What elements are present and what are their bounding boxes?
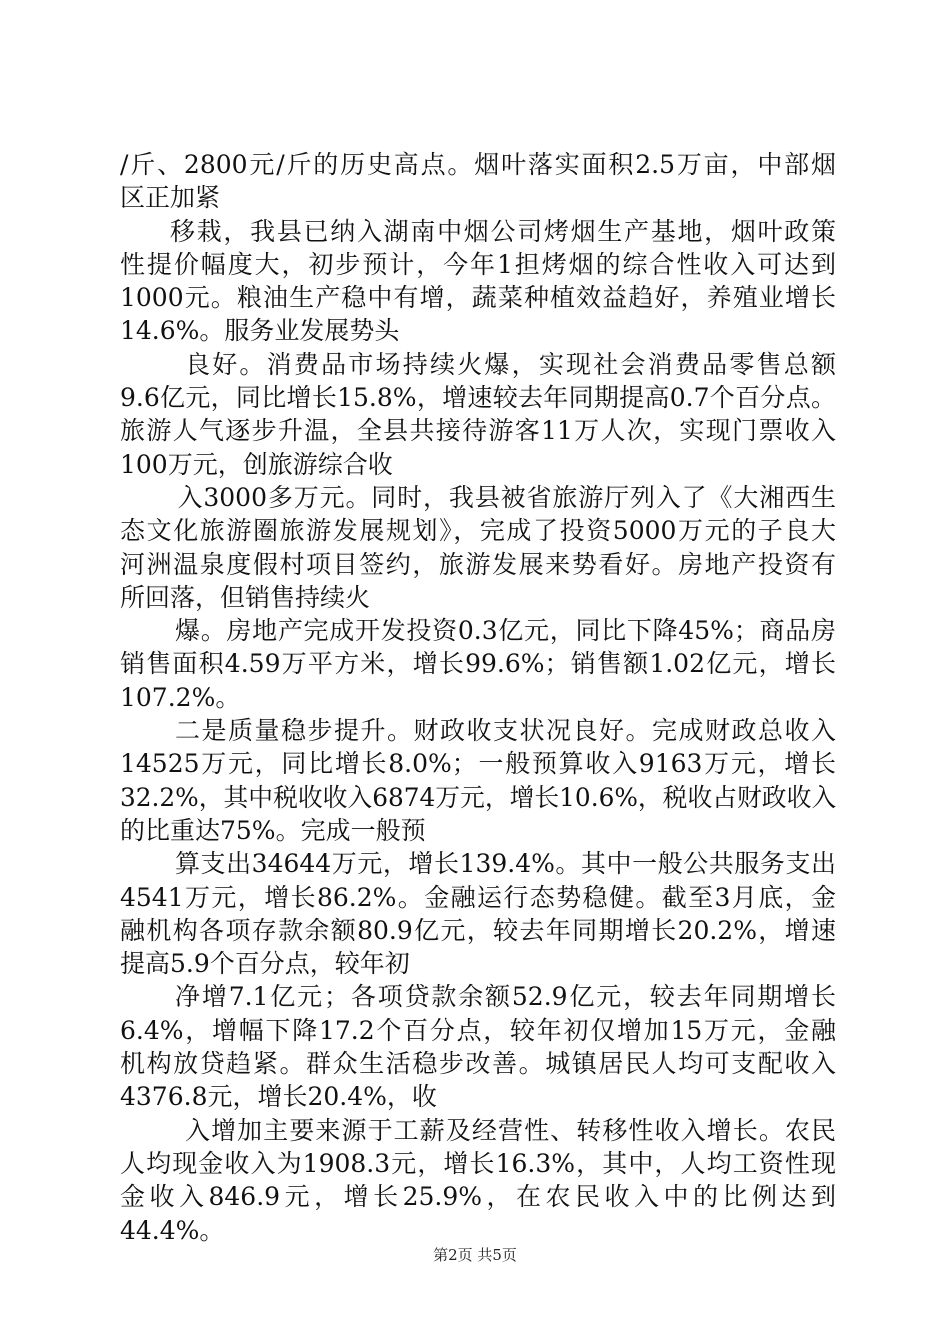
text-line: 河洲温泉度假村项目签约，旅游发展来势看好。房地产投资有 xyxy=(120,549,836,579)
text-line: 6.4%，增幅下降17.2个百分点，较年初仅增加15万元，金融 xyxy=(120,1015,836,1045)
text-line: 净增7.1亿元；各项贷款余额52.9亿元，较去年同期增长 xyxy=(175,982,836,1012)
text-line: 融机构各项存款余额80.9亿元，较去年同期增长20.2%，增速 xyxy=(120,915,836,945)
text-line: 44.4%。 xyxy=(120,1215,225,1245)
text-line: 移栽，我县已纳入湖南中烟公司烤烟生产基地，烟叶政策 xyxy=(170,216,836,246)
text-line: 态文化旅游圈旅游发展规划》，完成了投资5000万元的子良大 xyxy=(120,516,836,546)
text-line: 1000元。粮油生产稳中有增，蔬菜种植效益趋好，养殖业增长 xyxy=(120,283,836,313)
text-line: 旅游人气逐步升温，全县共接待游客11万人次，实现门票收入 xyxy=(120,416,836,446)
text-line: 良好。消费品市场持续火爆，实现社会消费品零售总额 xyxy=(185,349,836,379)
text-line: 14525万元，同比增长8.0%；一般预算收入9163万元，增长 xyxy=(120,749,836,779)
text-line: 人均现金收入为1908.3元，增长16.3%，其中，人均工资性现 xyxy=(120,1148,836,1178)
text-line: 机构放贷趋紧。群众生活稳步改善。城镇居民人均可支配收入 xyxy=(120,1049,836,1079)
text-line: 100万元，创旅游综合收 xyxy=(120,449,393,479)
text-line: /斤、2800元/斤的历史高点。烟叶落实面积2.5万亩，中部烟 xyxy=(120,150,836,179)
text-line: 的比重达75%。完成一般预 xyxy=(120,815,426,845)
text-line: 提高5.9个百分点，较年初 xyxy=(120,949,410,979)
text-line: 算支出34644万元，增长139.4%。其中一般公共服务支出 xyxy=(175,849,836,879)
text-line: 入3000多万元。同时，我县被省旅游厅列入了《大湘西生 xyxy=(177,482,836,512)
text-line: 107.2%。 xyxy=(120,682,241,712)
text-line: 所回落，但销售持续火 xyxy=(120,582,371,612)
text-line: 性提价幅度大，初步预计，今年1担烤烟的综合性收入可达到 xyxy=(120,249,836,279)
text-line: 二是质量稳步提升。财政收支状况良好。完成财政总收入 xyxy=(175,716,836,746)
text-line: 入增加主要来源于工薪及经营性、转移性收入增长。农民 xyxy=(185,1115,836,1145)
text-line: 金收入846.9元，增长25.9%，在农民收入中的比例达到 xyxy=(120,1182,836,1212)
text-line: 4541万元，增长86.2%。金融运行态势稳健。截至3月底，金 xyxy=(120,882,836,912)
page-footer: 第2页 共5页 xyxy=(433,1246,517,1264)
text-line: 14.6%。服务业发展势头 xyxy=(120,316,400,346)
text-line: 4376.8元，增长20.4%，收 xyxy=(120,1082,437,1112)
text-line: 9.6亿元，同比增长15.8%，增速较去年同期提高0.7个百分点。 xyxy=(120,383,836,413)
text-line: 区正加紧 xyxy=(120,183,221,213)
text-line: 销售面积4.59万平方米，增长99.6%；销售额1.02亿元，增长 xyxy=(120,649,836,679)
text-line: 32.2%，其中税收收入6874万元，增长10.6%，税收占财政收入 xyxy=(120,782,837,812)
document-body xyxy=(120,148,836,1247)
text-line: 爆。房地产完成开发投资0.3亿元，同比下降45%；商品房 xyxy=(175,616,836,646)
